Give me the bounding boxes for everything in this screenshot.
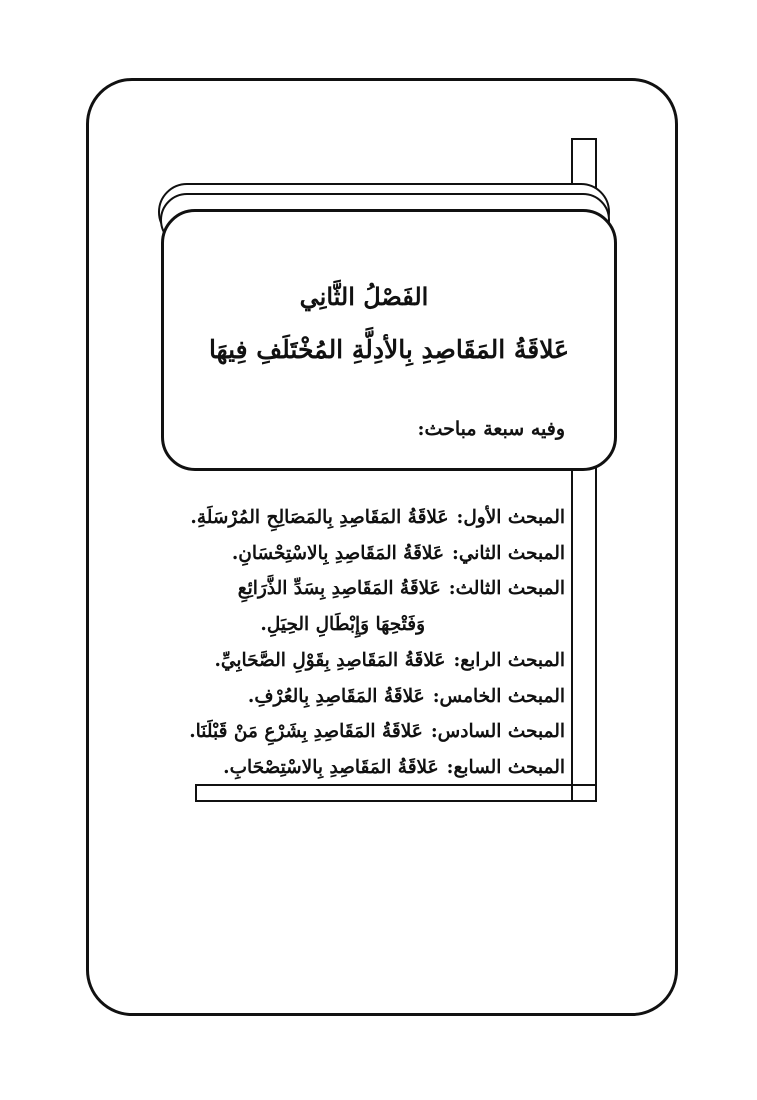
section-title: عَلاقَةُ المَقَاصِدِ بِالعُرْفِ. xyxy=(247,685,425,707)
chapter-title: عَلاقَةُ المَقَاصِدِ بِالأدِلَّةِ المُخْتَلَفِ فِيهَا xyxy=(208,335,570,364)
section-item xyxy=(145,500,565,536)
section-item xyxy=(145,536,565,572)
section-title: عَلاقَةُ المَقَاصِدِ بِشَرْعِ مَنْ قَبْلَنَا. xyxy=(189,721,423,743)
section-title: عَلاقَةُ المَقَاصِدِ بِالاسْتِصْحَابِ. xyxy=(223,756,439,778)
section-title: عَلاقَةُ المَقَاصِدِ بِالاسْتِحْسَانِ. xyxy=(231,542,444,564)
section-label: المبحث الأول: xyxy=(456,507,565,528)
section-label: المبحث السابع: xyxy=(446,756,565,778)
chapter-label: الفَصْلُ الثَّانِي xyxy=(299,282,429,311)
sections-list xyxy=(145,500,565,786)
section-label: المبحث الرابع: xyxy=(453,649,565,671)
section-title: عَلاقَةُ المَقَاصِدِ بِسَدِّ الذَّرَائِعِ xyxy=(237,578,441,600)
section-title: عَلاقَةُ المَقَاصِدِ بِقَوْلِ الصَّحَابِيِّ. xyxy=(214,649,446,671)
section-label: المبحث الثالث: xyxy=(448,578,565,600)
section-title: عَلاقَةُ المَقَاصِدِ بِالمَصَالِحِ المُرْسَلَةِ. xyxy=(190,507,449,528)
chapter-intro: وفيه سبعة مباحث: xyxy=(417,418,565,440)
section-label: المبحث الثاني: xyxy=(452,542,565,564)
section-item xyxy=(145,571,565,607)
section-title-continuation: وَفَتْحِهَا وَإِبْطَالِ الحِيَلِ. xyxy=(260,614,425,636)
section-item xyxy=(145,714,565,750)
section-item xyxy=(145,643,565,679)
bookmark-strip-foot xyxy=(195,784,597,802)
section-label: المبحث السادس: xyxy=(430,721,565,743)
section-item xyxy=(145,750,565,786)
section-item-continuation xyxy=(145,607,565,643)
section-label: المبحث الخامس: xyxy=(432,685,565,707)
section-item xyxy=(145,679,565,715)
